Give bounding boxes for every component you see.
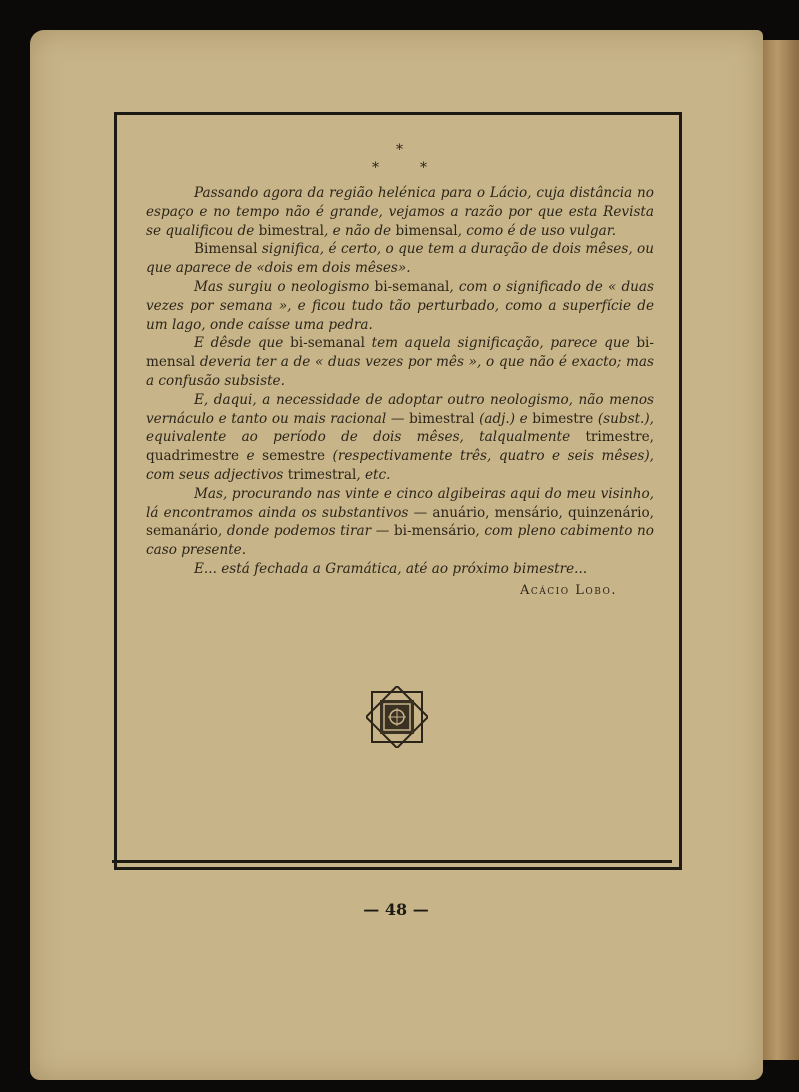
roman-text: bi-mensário xyxy=(393,523,476,540)
italic-text: significa, é certo, o que tem a duração de dois mêses, ou que aparece de «dois em dois mêses». xyxy=(146,241,654,277)
italic-text: , como é de uso vulgar. xyxy=(457,222,617,239)
asterism-star: * xyxy=(420,160,427,176)
roman-text: bi-semanal xyxy=(290,335,365,352)
paragraph xyxy=(146,278,654,334)
paragraph xyxy=(146,485,654,560)
italic-text: (adj.) e xyxy=(474,410,533,427)
asterism-star: * xyxy=(372,160,379,176)
article-body xyxy=(146,184,654,579)
asterism xyxy=(360,140,440,180)
roman-text: bimensal xyxy=(395,222,458,239)
roman-text: bimestre xyxy=(532,410,594,427)
roman-text: trimestre, quadrimestre xyxy=(146,429,654,465)
paragraph xyxy=(146,391,654,485)
next-page-edge xyxy=(763,40,799,1060)
paragraph xyxy=(146,334,654,390)
italic-text: Passando agora da região helénica para o Lácio, cuja distância no espaço e no tempo não é grande, vejamos a razão por que esta Revista se qualificou de xyxy=(146,185,654,239)
frame-bottom-rule xyxy=(112,860,672,863)
roman-text: bi-mensal xyxy=(146,335,655,371)
italic-text: Mas surgiu o neologismo xyxy=(194,278,375,295)
italic-text: E... está fechada a Gramática, até ao próximo bimestre... xyxy=(194,560,588,577)
italic-text: , donde podemos tirar — xyxy=(217,523,394,540)
italic-text: Mas, procurando nas vinte e cinco algibeiras aqui do meu visinho, lá encontramos ainda os substantivos — xyxy=(146,485,654,521)
page-number: — 48 — xyxy=(363,900,429,919)
italic-text: , com o significado de « duas vezes por semana », e ficou tudo tão perturbado, como a superfície de um lago, onde caísse uma pedra. xyxy=(146,278,654,333)
roman-text: anuário, mensário, quinzenário, semanário xyxy=(146,504,654,540)
italic-text: e xyxy=(239,448,263,465)
italic-text: (subst.), equivalente ao período de dois mêses, talqualmente xyxy=(146,410,654,446)
author-signature: Acácio Lobo. xyxy=(520,583,618,598)
italic-text: tem aquela significação, parece que xyxy=(364,335,637,352)
paragraph xyxy=(146,560,654,579)
italic-text: (respectivamente três, quatro e seis mêses), com seus adjectivos xyxy=(146,448,654,483)
italic-text: E, daqui, a necessidade de adoptar outro neologismo, não menos vernáculo e tanto ou mais racional — xyxy=(146,391,654,427)
roman-text: bimestral xyxy=(409,410,475,427)
roman-text: semestre xyxy=(262,448,326,465)
roman-text: trimestral xyxy=(287,466,357,483)
roman-text: bimestral xyxy=(258,222,324,239)
paragraph xyxy=(146,240,654,278)
italic-text: E dêsde que xyxy=(194,335,291,352)
italic-text: , com pleno cabimento no caso presente. xyxy=(146,523,654,559)
paragraph xyxy=(146,184,654,240)
italic-text: deveria ter a de « duas vezes por mês », o que não é exacto; mas a confusão subsiste. xyxy=(146,354,654,389)
italic-text: , e não de xyxy=(323,222,396,239)
ornament-icon xyxy=(366,686,428,748)
italic-text: , etc. xyxy=(356,466,391,483)
asterism-star: * xyxy=(396,142,403,158)
roman-text: bi-semanal xyxy=(374,278,450,295)
roman-text: Bimensal xyxy=(194,241,258,258)
